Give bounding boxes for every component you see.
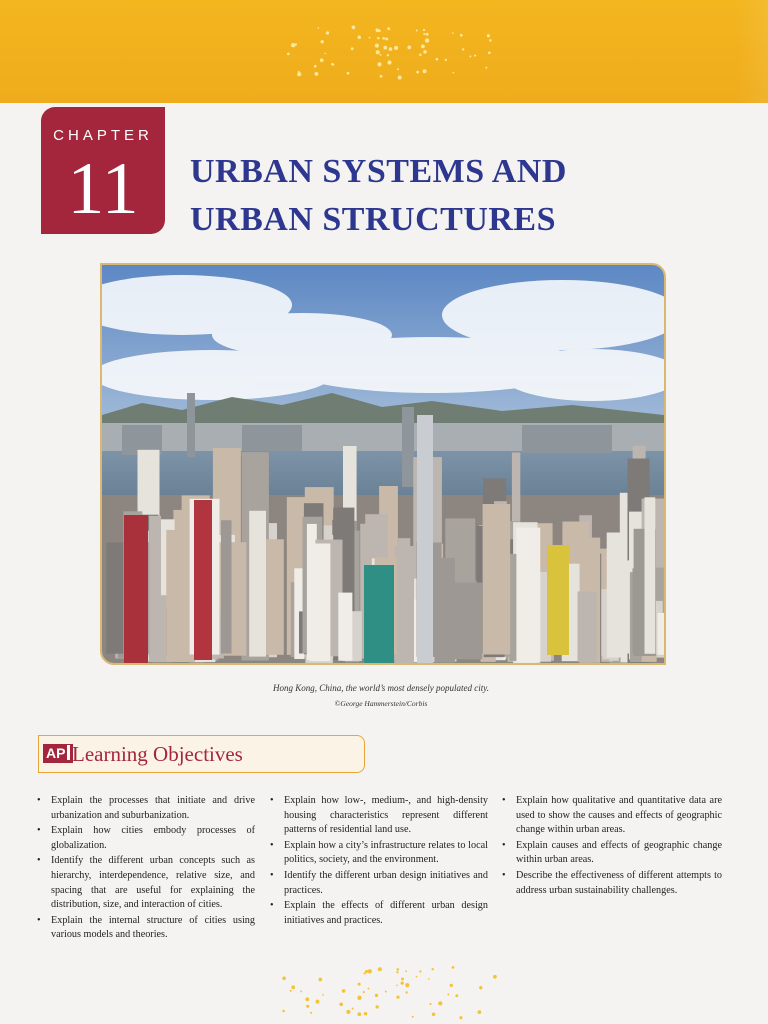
decorative-dot — [375, 44, 379, 48]
decorative-dot — [291, 43, 295, 47]
decorative-dot — [412, 1016, 414, 1018]
decorative-dot — [447, 993, 449, 995]
decorative-dot — [419, 54, 422, 57]
decorative-dot — [416, 71, 419, 74]
decorative-dot — [287, 53, 290, 56]
decorative-dot — [346, 1010, 350, 1014]
decorative-dot — [423, 33, 425, 35]
objective-item: • Explain causes and effects of geographic change within urban areas. — [502, 839, 722, 866]
decorative-dot — [479, 986, 482, 989]
decorative-dot — [398, 76, 402, 80]
decorative-dot — [485, 67, 487, 69]
skyline-building — [124, 515, 148, 663]
objective-item: • Identify the different urban design initiatives and practices. — [270, 869, 488, 896]
skyline-building — [516, 528, 540, 663]
decorative-dot — [290, 990, 292, 992]
decorative-dot — [394, 46, 398, 50]
decorative-dot — [368, 969, 372, 973]
band-edge — [735, 0, 768, 103]
decorative-dot — [314, 72, 318, 76]
chapter-title-line-2: URBAN STRUCTURES — [190, 201, 557, 238]
decorative-dot — [369, 37, 371, 39]
skyline-building — [249, 511, 266, 657]
ap-badge — [43, 744, 73, 763]
decorative-dot — [452, 966, 455, 969]
decorative-dot — [314, 65, 317, 68]
decorative-dot — [364, 1012, 367, 1015]
decorative-dot — [376, 50, 380, 54]
decorative-dot — [421, 45, 425, 49]
decorative-dot — [358, 983, 361, 986]
skyline-illustration — [102, 265, 664, 663]
decorative-dot — [450, 984, 453, 987]
objective-item: • Explain how cities embody processes of globalization. — [37, 825, 255, 851]
decorative-dot — [460, 34, 463, 37]
decorative-dot — [291, 985, 295, 989]
decorative-dot — [416, 30, 418, 32]
skyline-building — [633, 568, 642, 653]
decorative-dot — [429, 1003, 431, 1005]
photo-caption-block — [100, 680, 662, 712]
objective-item: • Explain how a city’s infrastructure relates to local politics, society, and the environment. — [270, 839, 488, 866]
decorative-dot — [305, 997, 309, 1001]
skyline-building — [309, 544, 330, 662]
decorative-dot — [389, 47, 393, 51]
learning-objectives-title: Learning Objectives — [72, 742, 243, 766]
decorative-dot — [387, 60, 391, 64]
objective-item: • Explain the effects of different urban design initiatives and practices. — [270, 900, 488, 926]
decorative-dot — [310, 1012, 312, 1014]
chapter-title — [190, 148, 710, 244]
skyline-building — [417, 415, 433, 663]
decorative-dot — [474, 55, 476, 57]
decorative-dot — [347, 72, 350, 75]
decorative-dot — [405, 991, 407, 993]
skyline-building — [221, 520, 232, 653]
decorative-dot — [318, 978, 322, 982]
decorative-dot — [377, 37, 380, 40]
decorative-dot — [282, 976, 286, 980]
decorative-dot — [382, 37, 385, 40]
objective-item: • Identify the different urban concepts such as hierarchy, interdependence, relative size, and spacing that are useful for explaining the distribution, size, and interaction of cities. — [37, 855, 255, 911]
decorative-dot — [423, 29, 425, 31]
skyline-building — [483, 504, 511, 655]
decorative-dot — [375, 1005, 378, 1008]
decorative-dot — [423, 69, 427, 73]
decorative-dot — [357, 1012, 361, 1016]
objectives-column-3 — [500, 794, 722, 899]
decorative-dot — [416, 976, 418, 978]
decorative-dot — [298, 71, 300, 73]
decorative-dot — [462, 48, 464, 50]
decorative-dot — [469, 56, 471, 58]
decorative-dot — [401, 981, 404, 984]
decorative-dot — [487, 34, 490, 37]
photo-credit: ©George Hammerstein/Corbis — [334, 699, 428, 708]
top-dot-pattern — [270, 22, 510, 82]
chapter-badge — [41, 107, 165, 234]
decorative-dot — [423, 50, 427, 54]
decorative-dot — [436, 58, 439, 61]
decorative-dot — [377, 62, 381, 66]
decorative-dot — [282, 1010, 285, 1013]
decorative-dot — [387, 27, 390, 30]
decorative-dot — [368, 988, 370, 990]
objectives-column-2 — [268, 794, 488, 929]
ap-badge-text: AP — [46, 745, 66, 761]
skyline-building — [149, 516, 161, 661]
decorative-dot — [387, 54, 389, 56]
decorative-dot — [357, 35, 361, 39]
decorative-dot — [363, 972, 365, 974]
decorative-dot — [419, 970, 421, 972]
decorative-dot — [378, 967, 382, 971]
decorative-dot — [342, 989, 346, 993]
decorative-dot — [493, 975, 497, 979]
decorative-dot — [425, 38, 429, 42]
decorative-dot — [428, 978, 430, 980]
chapter-label: CHAPTER — [53, 127, 153, 144]
skyline-building — [547, 545, 569, 655]
objective-item: • Explain the internal structure of cities using various models and theories. — [37, 914, 255, 941]
decorative-dot — [455, 994, 458, 997]
decorative-dot — [432, 1013, 436, 1017]
decorative-dot — [357, 996, 361, 1000]
decorative-dot — [488, 51, 491, 54]
decorative-dot — [331, 63, 333, 65]
decorative-dot — [380, 54, 382, 56]
decorative-dot — [431, 968, 433, 970]
skyline-building — [397, 538, 410, 662]
decorative-dot — [452, 72, 454, 74]
decorative-dot — [380, 75, 383, 78]
decorative-dot — [297, 72, 301, 76]
decorative-dot — [339, 1002, 343, 1006]
skyline-building — [607, 533, 624, 658]
decorative-dot — [376, 28, 379, 31]
decorative-dot — [318, 27, 320, 29]
skyline-building — [645, 497, 656, 654]
city-skyline-photo — [100, 263, 666, 665]
decorative-dot — [452, 32, 454, 34]
skyline-building — [578, 591, 597, 661]
decorative-dot — [322, 994, 324, 996]
photo-caption: Hong Kong, China, the world’s most densely populated city. — [272, 683, 490, 693]
decorative-dot — [405, 983, 409, 987]
decorative-dot — [385, 37, 388, 40]
chapter-title-line-1: URBAN SYSTEMS AND — [190, 153, 567, 190]
decorative-dot — [321, 40, 324, 43]
decorative-dot — [316, 1000, 320, 1004]
decorative-dot — [396, 971, 398, 973]
decorative-dot — [320, 58, 324, 62]
decorative-dot — [396, 995, 399, 998]
decorative-dot — [365, 970, 368, 973]
decorative-dot — [351, 47, 354, 50]
decorative-dot — [383, 46, 387, 50]
decorative-dot — [397, 68, 399, 70]
skyline-building — [194, 500, 212, 660]
decorative-dot — [326, 31, 329, 34]
decorative-dot — [445, 59, 447, 61]
decorative-dot — [306, 1005, 309, 1008]
objective-item: • Explain how qualitative and quantitative data are used to show the causes and effects of geographic change within urban areas. — [502, 795, 722, 836]
skyline-building — [338, 593, 352, 661]
objective-item: • Explain how low-, medium-, and high-density housing characteristics represent different patterns of residential land use. — [270, 795, 488, 836]
decorative-dot — [375, 994, 378, 997]
objectives-column-1 — [35, 794, 255, 944]
decorative-dot — [397, 968, 400, 971]
learning-objectives-header — [38, 735, 365, 773]
chapter-number: 11 — [67, 148, 139, 230]
objective-item: • Describe the effectiveness of different attempts to address urban sustainability challenges. — [502, 869, 722, 896]
decorative-dot — [478, 1010, 482, 1014]
decorative-dot — [489, 39, 492, 42]
decorative-dot — [352, 1008, 354, 1010]
skyline-building — [455, 583, 483, 660]
decorative-dot — [401, 978, 404, 981]
decorative-dot — [438, 1001, 442, 1005]
objective-item: • Explain the processes that initiate and drive urbanization and suburbanization. — [37, 795, 255, 821]
decorative-dot — [407, 46, 411, 50]
decorative-dot — [426, 33, 429, 36]
skyline-building — [364, 565, 394, 663]
decorative-dot — [405, 970, 407, 972]
decorative-dot — [459, 1016, 462, 1019]
decorative-dot — [396, 984, 398, 986]
decorative-dot — [300, 990, 302, 992]
bottom-dot-pattern — [270, 962, 510, 1022]
skyline-building — [658, 613, 665, 655]
ap-badge-bar — [67, 745, 70, 760]
decorative-dot — [352, 26, 356, 30]
decorative-dot — [363, 991, 365, 993]
decorative-dot — [385, 991, 387, 993]
decorative-dot — [324, 53, 326, 55]
